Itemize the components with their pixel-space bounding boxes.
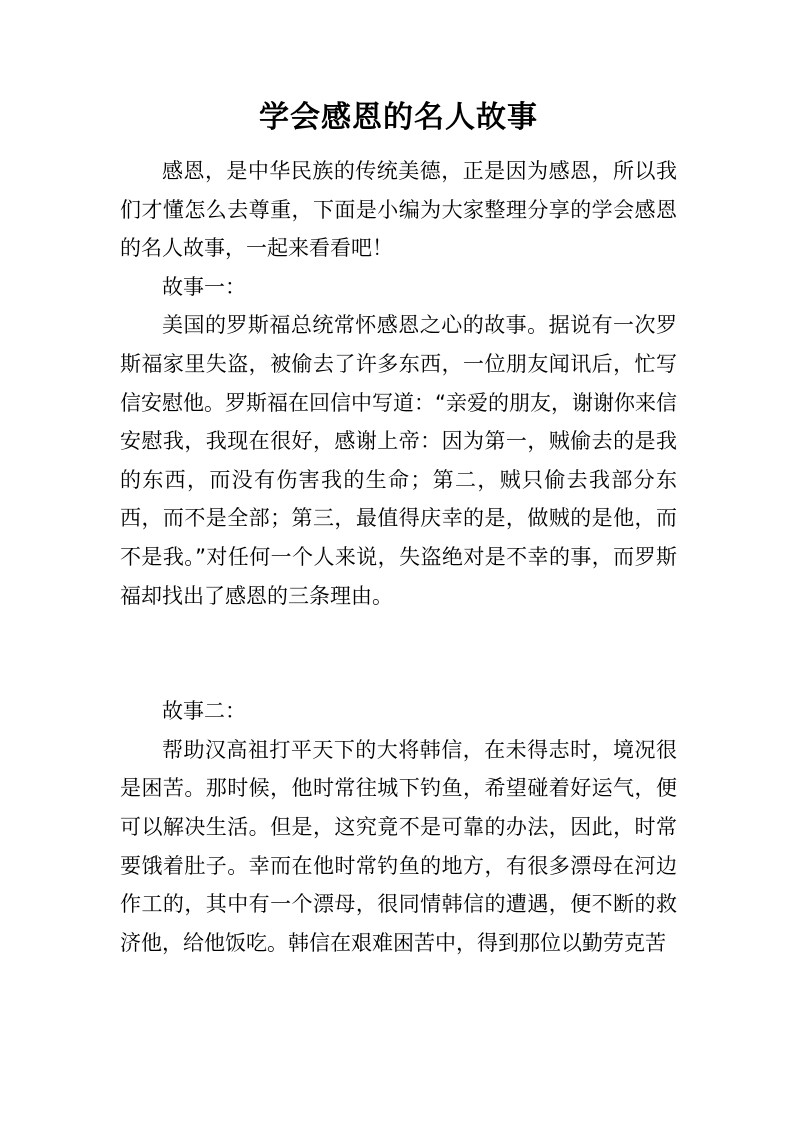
- story-two-body: 帮助汉高祖打平天下的大将韩信，在未得志时，境况很是困苦。那时候，他时常往城下钓鱼，希望碰着好运气，便可以解决生活。但是，这究竟不是可靠的办法，因此，时常要饿着肚子。幸而在他时常钓鱼的地方，有很多漂母在河边作工的，其中有一个漂母，很同情韩信的遭遇，便不断的救济他，给他饭吃。韩信在艰难困苦中，得到那位以勤劳克苦: [120, 737, 677, 955]
- intro-paragraph: 感恩，是中华民族的传统美德，正是因为感恩，所以我们才懂怎么去尊重，下面是小编为大家整理分享的学会感恩的名人故事，一起来看看吧！: [120, 159, 677, 261]
- document-title: 学会感恩的名人故事: [259, 100, 538, 135]
- story-one-body: 美国的罗斯福总统常怀感恩之心的故事。据说有一次罗斯福家里失盗，被偷去了许多东西，一位朋友闻讯后，忙写信安慰他。罗斯福在回信中写道：“亲爱的朋友，谢谢你来信安慰我，我现在很好，感谢上帝：因为第一，贼偷去的是我的东西，而没有伤害我的生命；第二，贼只偷去我部分东西，而不是全部；第三，最值得庆幸的是，做贼的是他，而不是我。”对任何一个人来说，失盗绝对是不幸的事，而罗斯福却找出了感恩的三条理由。: [120, 313, 677, 608]
- story-two-heading: 故事二：: [162, 699, 246, 724]
- section-gap: [120, 615, 677, 692]
- story-one-heading: 故事一：: [162, 274, 246, 299]
